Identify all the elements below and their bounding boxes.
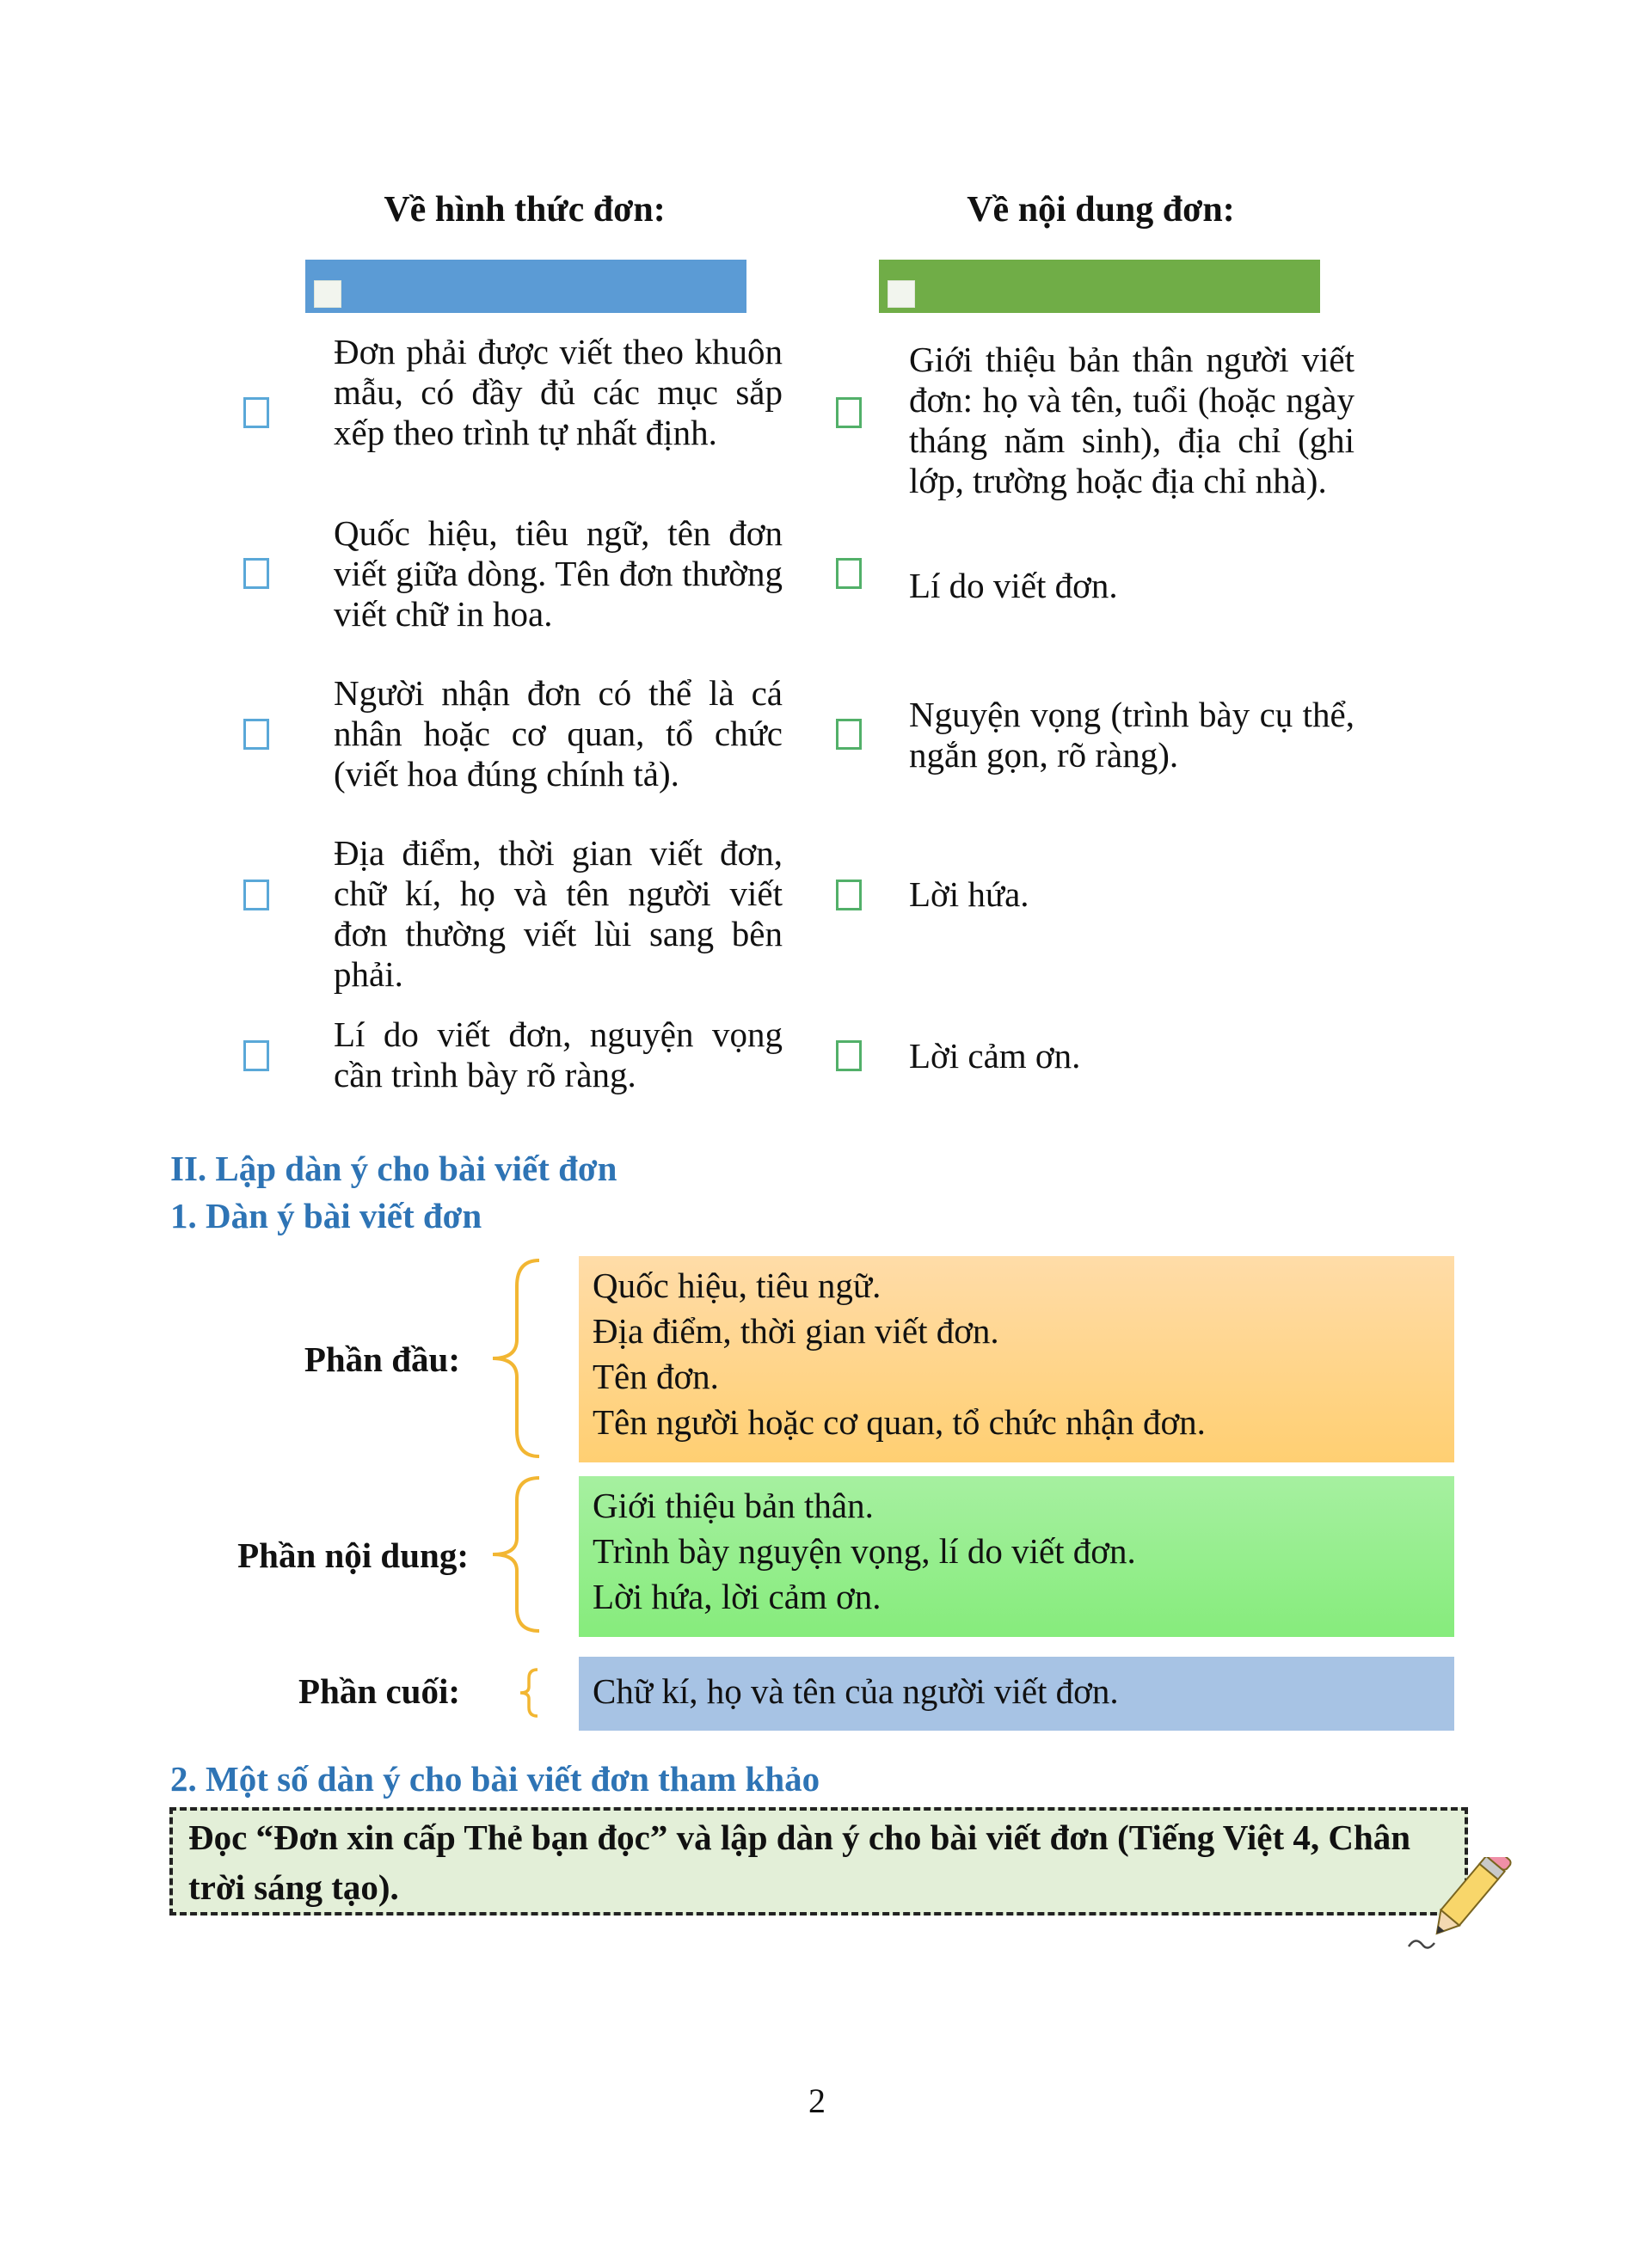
left-column-bar: [305, 260, 746, 313]
right-column-heading: Về nội dung đơn:: [967, 190, 1235, 230]
part-3-label: Phần cuối:: [298, 1671, 460, 1711]
part-1-box: [579, 1256, 1454, 1462]
checkbox-icon[interactable]: [243, 397, 269, 428]
section-title: II. Lập dàn ý cho bài viết đơn: [170, 1149, 617, 1188]
pencil-icon: [1404, 1857, 1515, 1958]
right-item-2: Lí do viết đơn.: [909, 566, 1118, 605]
left-item-5: Lí do viết đơn, nguyện vọng cần trình bày rõ ràng.: [334, 1014, 783, 1094]
part-1-line: Địa điểm, thời gian viết đơn.: [593, 1311, 999, 1351]
right-item-3: Nguyện vọng (trình bày cụ thể, ngắn gọn, rõ ràng).: [909, 695, 1354, 775]
left-item-2: Quốc hiệu, tiêu ngữ, tên đơn viết giữa dòng. Tên đơn thường viết chữ in hoa.: [334, 513, 783, 634]
part-3-line: Chữ kí, họ và tên của người viết đơn.: [593, 1671, 1119, 1711]
right-item-5: Lời cảm ơn.: [909, 1036, 1081, 1076]
left-column-heading: Về hình thức đơn:: [384, 190, 666, 230]
part-1-line: Tên đơn.: [593, 1357, 719, 1396]
reading-task-box: Đọc “Đơn xin cấp Thẻ bạn đọc” và lập dàn ý cho bài viết đơn (Tiếng Việt 4, Chân trời sáng tạo).: [169, 1807, 1468, 1916]
bar-square-icon: [314, 280, 341, 308]
part-1-line: Tên người hoặc cơ quan, tổ chức nhận đơn.: [593, 1402, 1206, 1442]
checkbox-icon[interactable]: [243, 558, 269, 589]
brace-icon: [486, 1255, 546, 1462]
part-1-line: Quốc hiệu, tiêu ngữ.: [593, 1266, 882, 1305]
part-2-line: Lời hứa, lời cảm ơn.: [593, 1577, 882, 1616]
checkbox-icon[interactable]: [243, 1040, 269, 1071]
part-2-box: [579, 1476, 1454, 1637]
part-2-label: Phần nội dung:: [237, 1535, 469, 1575]
brace-icon: [486, 1473, 546, 1636]
subsection-1-title: 1. Dàn ý bài viết đơn: [170, 1196, 482, 1235]
checkbox-icon[interactable]: [836, 397, 862, 428]
part-1-label: Phần đầu:: [304, 1339, 460, 1379]
checkbox-icon[interactable]: [836, 1040, 862, 1071]
part-2-line: Giới thiệu bản thân.: [593, 1486, 874, 1525]
left-item-3: Người nhận đơn có thể là cá nhân hoặc cơ quan, tổ chức (viết hoa đúng chính tả).: [334, 673, 783, 794]
checkbox-icon[interactable]: [836, 719, 862, 750]
checkbox-icon[interactable]: [836, 880, 862, 910]
brace-icon: [512, 1666, 546, 1719]
right-column-bar: [879, 260, 1320, 313]
checkbox-icon[interactable]: [836, 558, 862, 589]
left-item-4: Địa điểm, thời gian viết đơn, chữ kí, họ và tên người viết đơn thường viết lùi sang bên phải.: [334, 833, 783, 994]
part-3-box: [579, 1657, 1454, 1731]
page-number: 2: [808, 2081, 826, 2120]
part-2-line: Trình bày nguyện vọng, lí do viết đơn.: [593, 1531, 1136, 1571]
right-item-1: Giới thiệu bản thân người viết đơn: họ và tên, tuổi (hoặc ngày tháng năm sinh), địa chỉ (ghi lớp, trường hoặc địa chỉ nhà).: [909, 340, 1354, 500]
left-item-1: Đơn phải được viết theo khuôn mẫu, có đầy đủ các mục sắp xếp theo trình tự nhất định.: [334, 332, 783, 452]
checkbox-icon[interactable]: [243, 880, 269, 910]
right-item-4: Lời hứa.: [909, 874, 1029, 914]
checkbox-icon[interactable]: [243, 719, 269, 750]
bar-square-icon: [888, 280, 915, 308]
subsection-2-title: 2. Một số dàn ý cho bài viết đơn tham khảo: [170, 1759, 820, 1799]
